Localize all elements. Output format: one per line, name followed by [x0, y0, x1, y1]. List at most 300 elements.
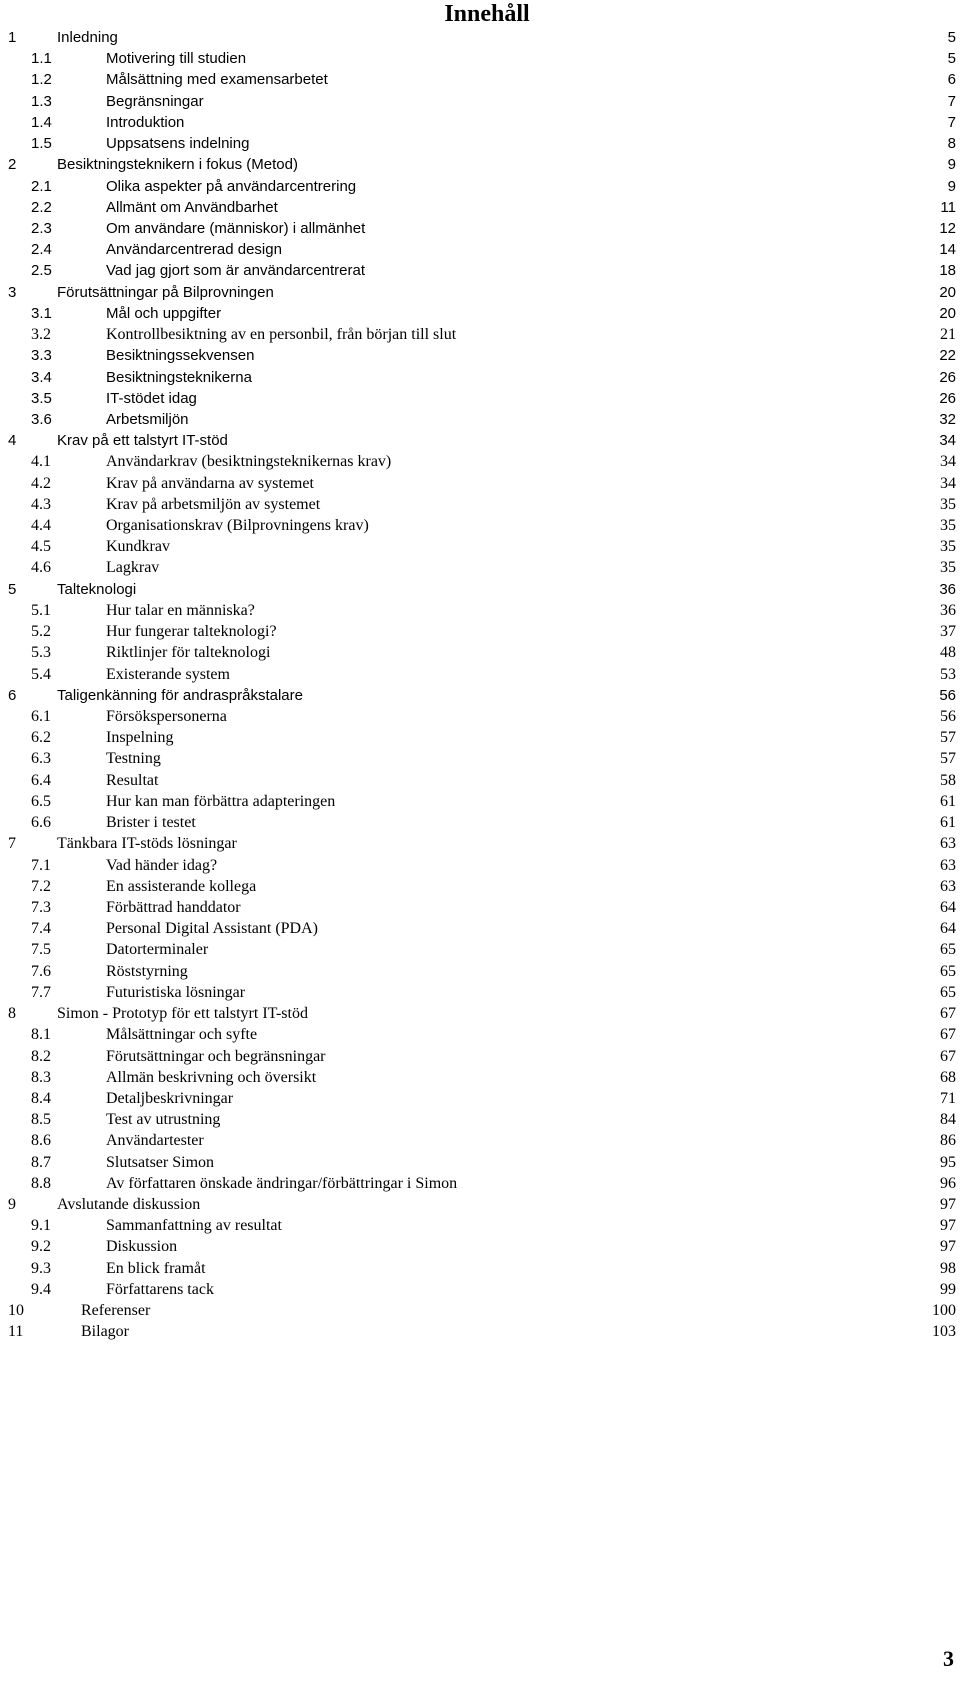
- dot-leader: [243, 911, 938, 912]
- toc-entry-page: 68: [940, 1068, 956, 1086]
- dot-leader: [284, 1229, 938, 1230]
- toc-entry-number: 3.5: [31, 389, 52, 407]
- toc-entry-page: 99: [940, 1280, 956, 1298]
- toc-entry-number: 3.4: [31, 368, 52, 386]
- toc-entry-number: 7.7: [31, 983, 51, 1001]
- table-of-contents: [8, 27, 956, 1343]
- toc-entry-page: 61: [940, 792, 956, 810]
- toc-entry-page: 64: [940, 898, 956, 916]
- toc-entry-number: 6.6: [31, 814, 51, 832]
- toc-entry[interactable]: [8, 133, 956, 154]
- toc-entry-page: 11: [940, 198, 956, 216]
- toc-entry-label: Detaljbeskrivningar: [106, 1089, 234, 1107]
- toc-entry-number: 3.2: [31, 326, 51, 344]
- toc-entry[interactable]: [8, 494, 956, 515]
- toc-entry-label: Talteknologi: [57, 580, 137, 598]
- toc-entry-label: Bilagor: [81, 1323, 129, 1341]
- toc-entry[interactable]: [8, 982, 956, 1003]
- toc-entry[interactable]: [8, 69, 956, 90]
- toc-entry-number: 8.8: [31, 1174, 51, 1192]
- toc-entry-number: 8.2: [31, 1047, 51, 1065]
- toc-entry-page: 56: [939, 686, 956, 704]
- toc-entry[interactable]: [8, 324, 956, 345]
- page-number: 3: [943, 1646, 954, 1671]
- toc-entry[interactable]: [8, 282, 956, 303]
- dot-leader: [131, 1335, 930, 1336]
- dot-leader: [367, 274, 937, 275]
- toc-entry[interactable]: [8, 27, 956, 48]
- toc-entry-page: 37: [940, 623, 956, 641]
- toc-entry-number: 5.3: [31, 644, 51, 662]
- toc-entry-page: 65: [940, 941, 956, 959]
- toc-entry[interactable]: [8, 430, 956, 451]
- toc-entry-label: Datorterminaler: [106, 941, 209, 959]
- toc-entry-label: Användarcentrerad design: [106, 241, 282, 259]
- dot-leader: [179, 1250, 938, 1251]
- toc-entry[interactable]: [8, 1088, 956, 1109]
- dot-leader: [248, 62, 946, 63]
- toc-entry-number: 6.1: [31, 708, 51, 725]
- toc-entry-label: Förbättrad handdator: [106, 898, 241, 916]
- toc-entry-label: Krav på användarna av systemet: [106, 474, 314, 492]
- toc-entry-page: 35: [940, 559, 956, 577]
- toc-entry-page: 35: [940, 517, 956, 535]
- toc-entry-label: Vad jag gjort som är användarcentrerat: [106, 262, 366, 280]
- toc-entry[interactable]: [8, 1130, 956, 1151]
- dot-leader: [458, 338, 938, 339]
- toc-entry-label: Lagkrav: [106, 559, 160, 577]
- toc-entry-page: 14: [939, 241, 956, 259]
- dot-leader: [152, 1314, 930, 1315]
- toc-entry-number: 8.3: [31, 1068, 51, 1086]
- dot-leader: [186, 126, 945, 127]
- dot-leader: [160, 784, 938, 785]
- toc-entry-page: 5: [947, 50, 956, 68]
- toc-entry-page: 26: [939, 368, 956, 386]
- toc-entry-page: 8: [947, 135, 956, 153]
- dot-leader: [230, 444, 937, 445]
- toc-entry-number: 11: [8, 1323, 24, 1341]
- dot-leader: [358, 190, 946, 191]
- toc-entry[interactable]: [8, 91, 956, 112]
- page-title: Innehåll: [444, 1, 530, 27]
- toc-entry-label: Futuristiska lösningar: [106, 983, 246, 1001]
- toc-entry-label: Simon - Prototyp för ett talstyrt IT-stöd: [57, 1005, 308, 1023]
- toc-entry-page: 7: [947, 92, 956, 110]
- toc-entry[interactable]: [8, 579, 956, 600]
- toc-entry-number: 9.4: [31, 1280, 51, 1298]
- toc-entry[interactable]: [8, 303, 956, 324]
- toc-entry-page: 26: [939, 389, 956, 407]
- toc-entry-label: Målsättning med examensarbetet: [106, 71, 328, 89]
- toc-entry-number: 7.2: [31, 877, 51, 895]
- toc-entry[interactable]: [8, 345, 956, 366]
- toc-entry[interactable]: [8, 451, 956, 472]
- dot-leader: [198, 826, 938, 827]
- toc-entry[interactable]: [8, 1300, 956, 1321]
- toc-entry-number: 4.2: [31, 474, 51, 492]
- toc-entry[interactable]: [8, 1194, 956, 1215]
- dot-leader: [254, 381, 937, 382]
- toc-entry-number: 7: [8, 835, 16, 853]
- toc-entry-label: Mål och uppgifter: [106, 304, 222, 322]
- toc-entry-label: Hur fungerar talteknologi?: [106, 623, 277, 641]
- toc-entry[interactable]: [8, 664, 956, 685]
- dot-leader: [337, 805, 938, 806]
- toc-entry-number: 4.6: [31, 559, 51, 577]
- toc-entry[interactable]: [8, 1067, 956, 1088]
- dot-leader: [316, 487, 938, 488]
- toc-entry-label: Resultat: [106, 771, 159, 789]
- toc-entry-page: 64: [940, 920, 956, 938]
- toc-entry-number: 4.5: [31, 538, 51, 556]
- toc-entry[interactable]: [8, 112, 956, 133]
- toc-entry-page: 98: [940, 1259, 956, 1277]
- toc-entry-number: 5: [8, 580, 17, 598]
- toc-entry-page: 96: [940, 1174, 956, 1192]
- toc-entry-page: 53: [940, 665, 956, 683]
- dot-leader: [235, 1102, 938, 1103]
- toc-entry-number: 6.4: [31, 771, 51, 789]
- toc-entry-label: Avslutande diskussion: [57, 1196, 201, 1214]
- toc-entry[interactable]: [8, 1236, 956, 1257]
- toc-entry-label: Slutsatser Simon: [106, 1153, 215, 1171]
- toc-entry[interactable]: [8, 1321, 956, 1342]
- toc-entry-number: 7.6: [31, 962, 51, 980]
- toc-entry[interactable]: [8, 1152, 956, 1173]
- toc-entry-number: 9.3: [31, 1259, 51, 1277]
- dot-leader: [276, 296, 938, 297]
- toc-entry-label: Referenser: [81, 1302, 151, 1320]
- dot-leader: [322, 508, 938, 509]
- toc-entry-label: Besiktningsteknikerna: [106, 368, 252, 386]
- toc-entry-page: 36: [939, 580, 956, 598]
- dot-leader: [163, 762, 938, 763]
- toc-entry-label: Krav på arbetsmiljön av systemet: [106, 495, 321, 513]
- toc-entry[interactable]: [8, 706, 956, 727]
- toc-entry[interactable]: [8, 1109, 956, 1130]
- dot-leader: [258, 890, 938, 891]
- toc-entry-page: 71: [940, 1089, 956, 1107]
- toc-entry-number: 8.1: [31, 1026, 51, 1044]
- dot-leader: [459, 1187, 938, 1188]
- toc-entry[interactable]: [8, 876, 956, 897]
- toc-entry-page: 18: [939, 262, 956, 280]
- dot-leader: [239, 847, 938, 848]
- toc-entry[interactable]: [8, 812, 956, 833]
- toc-entry-number: 7.5: [31, 941, 51, 959]
- toc-entry-label: Olika aspekter på användarcentrering: [106, 177, 357, 195]
- toc-entry[interactable]: [8, 367, 956, 388]
- toc-entry-number: 1.5: [31, 135, 52, 153]
- toc-entry-number: 5.1: [31, 601, 51, 619]
- toc-entry[interactable]: [8, 833, 956, 854]
- toc-entry-page: 6: [947, 71, 956, 89]
- toc-entry[interactable]: [8, 1173, 956, 1194]
- toc-entry-label: Allmän beskrivning och översikt: [106, 1068, 317, 1086]
- toc-entry-number: 9: [8, 1196, 16, 1214]
- toc-entry-number: 2.5: [31, 262, 52, 280]
- toc-entry-page: 97: [940, 1196, 956, 1214]
- dot-leader: [199, 402, 937, 403]
- toc-entry-label: Krav på ett talstyrt IT-stöd: [57, 432, 228, 450]
- dot-leader: [223, 317, 937, 318]
- dot-leader: [371, 529, 938, 530]
- toc-entry[interactable]: [8, 685, 956, 706]
- toc-entry-page: 48: [940, 644, 956, 662]
- toc-entry-number: 1.3: [31, 92, 52, 110]
- dot-leader: [272, 656, 938, 657]
- dot-leader: [232, 678, 938, 679]
- dot-leader: [206, 105, 946, 106]
- toc-entry-number: 1.2: [31, 71, 52, 89]
- toc-entry-label: Användarkrav (besiktningsteknikernas krav): [106, 453, 392, 471]
- toc-entry-page: 20: [939, 304, 956, 322]
- dot-leader: [219, 869, 938, 870]
- toc-entry[interactable]: [8, 515, 956, 536]
- toc-entry-label: Personal Digital Assistant (PDA): [106, 920, 318, 938]
- toc-entry-label: Hur talar en människa?: [106, 601, 255, 619]
- toc-entry-number: 3.3: [31, 347, 52, 365]
- toc-entry-page: 103: [932, 1323, 956, 1341]
- toc-entry-page: 97: [940, 1217, 956, 1235]
- toc-entry-number: 2.2: [31, 198, 52, 216]
- toc-entry-number: 6.2: [31, 729, 51, 747]
- toc-entry-page: 34: [940, 474, 956, 492]
- toc-entry[interactable]: [8, 621, 956, 642]
- toc-entry[interactable]: [8, 176, 956, 197]
- toc-entry-label: Förutsättningar och begränsningar: [106, 1047, 326, 1065]
- dot-leader: [247, 996, 938, 997]
- dot-leader: [229, 720, 938, 721]
- toc-entry-number: 3.6: [31, 410, 52, 428]
- toc-entry[interactable]: [8, 536, 956, 557]
- toc-entry-number: 6.3: [31, 750, 51, 768]
- toc-entry-number: 2.1: [31, 177, 52, 195]
- toc-entry-number: 9.1: [31, 1217, 51, 1235]
- toc-entry[interactable]: [8, 1258, 956, 1279]
- toc-entry-page: 56: [940, 708, 956, 725]
- toc-entry-page: 22: [939, 347, 956, 365]
- dot-leader: [279, 635, 938, 636]
- dot-leader: [216, 1166, 938, 1167]
- toc-entry-number: 8: [8, 1005, 16, 1023]
- toc-entry-label: En assisterande kollega: [106, 877, 257, 895]
- toc-entry-page: 100: [932, 1302, 956, 1320]
- dot-leader: [300, 168, 946, 169]
- toc-entry-page: 21: [940, 326, 956, 344]
- toc-entry-label: Brister i testet: [106, 814, 196, 832]
- toc-entry-number: 8.5: [31, 1111, 51, 1129]
- dot-leader: [280, 211, 939, 212]
- toc-entry-label: Allmänt om Användbarhet: [106, 198, 278, 216]
- toc-entry-label: Motivering till studien: [106, 50, 247, 68]
- toc-entry-label: Författarens tack: [106, 1280, 214, 1298]
- toc-entry[interactable]: [8, 1024, 956, 1045]
- toc-entry-number: 8.7: [31, 1153, 51, 1171]
- toc-entry-label: Existerande system: [106, 665, 230, 683]
- toc-entry-label: Förutsättningar på Bilprovningen: [57, 283, 274, 301]
- toc-entry-label: Inledning: [57, 29, 118, 46]
- toc-entry-number: 5.4: [31, 665, 51, 683]
- toc-entry-page: 84: [940, 1111, 956, 1129]
- toc-entry-number: 4.3: [31, 495, 51, 513]
- toc-entry-number: 2: [8, 156, 17, 174]
- toc-entry[interactable]: [8, 727, 956, 748]
- toc-entry-page: 34: [940, 453, 956, 471]
- toc-entry-label: Introduktion: [106, 113, 185, 131]
- toc-entry-page: 35: [940, 495, 956, 513]
- toc-entry[interactable]: [8, 855, 956, 876]
- dot-leader: [202, 1208, 938, 1209]
- toc-entry-number: 6.5: [31, 792, 51, 810]
- toc-entry-page: 12: [939, 219, 956, 237]
- toc-entry-label: Försökspersonerna: [106, 708, 227, 725]
- toc-entry-number: 9.2: [31, 1238, 51, 1256]
- dot-leader: [120, 41, 946, 42]
- toc-entry-page: 63: [940, 856, 956, 874]
- toc-entry-label: Testning: [106, 750, 161, 768]
- toc-entry[interactable]: [8, 642, 956, 663]
- dot-leader: [176, 741, 938, 742]
- toc-entry-number: 7.4: [31, 920, 51, 938]
- dot-leader: [172, 550, 938, 551]
- toc-entry[interactable]: [8, 557, 956, 578]
- toc-entry-label: Taligenkänning för andraspråkstalare: [57, 686, 303, 704]
- toc-entry-label: Riktlinjer för talteknologi: [106, 644, 271, 662]
- toc-entry-label: Av författaren önskade ändringar/förbättringar i Simon: [106, 1174, 458, 1192]
- toc-entry[interactable]: [8, 918, 956, 939]
- toc-entry[interactable]: [8, 1003, 956, 1024]
- toc-entry[interactable]: [8, 939, 956, 960]
- dot-leader: [367, 232, 937, 233]
- toc-entry[interactable]: [8, 218, 956, 239]
- toc-entry-label: Inspelning: [106, 729, 174, 747]
- toc-entry[interactable]: [8, 791, 956, 812]
- toc-entry-number: 2.3: [31, 219, 52, 237]
- dot-leader: [257, 614, 938, 615]
- toc-entry-page: 9: [947, 156, 956, 174]
- toc-entry-page: 20: [939, 283, 956, 301]
- toc-entry-label: IT-stödet idag: [106, 389, 197, 407]
- toc-entry-page: 5: [947, 29, 956, 46]
- dot-leader: [138, 593, 937, 594]
- toc-entry[interactable]: [8, 1215, 956, 1236]
- toc-entry-number: 4: [8, 432, 17, 450]
- toc-entry-label: En blick framåt: [106, 1259, 206, 1277]
- toc-entry[interactable]: [8, 1279, 956, 1300]
- toc-entry-label: Användartester: [106, 1132, 204, 1150]
- toc-entry-label: Uppsatsens indelning: [106, 135, 250, 153]
- toc-entry-number: 4.4: [31, 517, 51, 535]
- toc-entry-page: 67: [940, 1047, 956, 1065]
- toc-entry-label: Målsättningar och syfte: [106, 1026, 258, 1044]
- dot-leader: [330, 83, 946, 84]
- toc-entry-page: 57: [940, 750, 956, 768]
- dot-leader: [210, 953, 938, 954]
- toc-entry-page: 65: [940, 962, 956, 980]
- dot-leader: [310, 1017, 938, 1018]
- dot-leader: [256, 359, 937, 360]
- toc-entry[interactable]: [8, 600, 956, 621]
- toc-entry-page: 35: [940, 538, 956, 556]
- dot-leader: [206, 1144, 938, 1145]
- toc-entry[interactable]: [8, 409, 956, 430]
- toc-entry-number: 2.4: [31, 241, 52, 259]
- dot-leader: [251, 147, 945, 148]
- toc-entry-number: 7.1: [31, 856, 51, 874]
- toc-entry-page: 36: [940, 601, 956, 619]
- toc-entry[interactable]: [8, 197, 956, 218]
- dot-leader: [259, 1038, 938, 1039]
- toc-entry-page: 34: [939, 432, 956, 450]
- toc-entry-label: Kontrollbesiktning av en personbil, från början till slut: [106, 326, 457, 344]
- toc-entry-number: 8.4: [31, 1089, 51, 1107]
- toc-entry-label: Vad händer idag?: [106, 856, 218, 874]
- toc-entry-page: 58: [940, 771, 956, 789]
- toc-entry-number: 1: [8, 29, 17, 46]
- dot-leader: [284, 253, 937, 254]
- toc-entry[interactable]: [8, 748, 956, 769]
- toc-entry-number: 3.1: [31, 304, 52, 322]
- toc-entry-number: 6: [8, 686, 17, 704]
- toc-entry-page: 67: [940, 1026, 956, 1044]
- toc-entry-label: Begränsningar: [106, 92, 204, 110]
- dot-leader: [208, 1272, 938, 1273]
- dot-leader: [216, 1293, 938, 1294]
- toc-entry[interactable]: [8, 154, 956, 175]
- toc-entry-label: Sammanfattning av resultat: [106, 1217, 282, 1235]
- toc-entry-page: 67: [940, 1005, 956, 1023]
- toc-entry[interactable]: [8, 1046, 956, 1067]
- toc-entry-number: 4.1: [31, 453, 51, 471]
- toc-entry-label: Besiktningsteknikern i fokus (Metod): [57, 156, 298, 174]
- toc-entry[interactable]: [8, 961, 956, 982]
- toc-entry-number: 10: [8, 1302, 24, 1320]
- toc-entry[interactable]: [8, 770, 956, 791]
- dot-leader: [161, 571, 938, 572]
- toc-entry-page: 95: [940, 1153, 956, 1171]
- dot-leader: [305, 699, 937, 700]
- toc-entry-number: 1.4: [31, 113, 52, 131]
- toc-entry[interactable]: [8, 473, 956, 494]
- toc-entry-page: 63: [940, 835, 956, 853]
- toc-entry[interactable]: [8, 388, 956, 409]
- toc-entry-label: Besiktningssekvensen: [106, 347, 255, 365]
- toc-entry[interactable]: [8, 48, 956, 69]
- toc-entry-label: Arbetsmiljön: [106, 410, 189, 428]
- toc-entry-label: Hur kan man förbättra adapteringen: [106, 792, 336, 810]
- toc-entry-label: Test av utrustning: [106, 1111, 221, 1129]
- toc-entry-page: 97: [940, 1238, 956, 1256]
- dot-leader: [318, 1081, 938, 1082]
- toc-entry[interactable]: [8, 260, 956, 281]
- toc-entry-label: Diskussion: [106, 1238, 178, 1256]
- toc-entry-number: 7.3: [31, 898, 51, 916]
- toc-entry-label: Röststyrning: [106, 962, 188, 980]
- toc-entry-page: 63: [940, 877, 956, 895]
- toc-entry-page: 57: [940, 729, 956, 747]
- toc-entry[interactable]: [8, 897, 956, 918]
- toc-entry-page: 9: [947, 177, 956, 195]
- dot-leader: [222, 1123, 938, 1124]
- toc-entry-label: Tänkbara IT-stöds lösningar: [57, 835, 237, 853]
- dot-leader: [320, 932, 938, 933]
- toc-entry-page: 7: [947, 113, 956, 131]
- toc-entry-label: Om användare (människor) i allmänhet: [106, 219, 366, 237]
- toc-entry[interactable]: [8, 239, 956, 260]
- dot-leader: [190, 975, 938, 976]
